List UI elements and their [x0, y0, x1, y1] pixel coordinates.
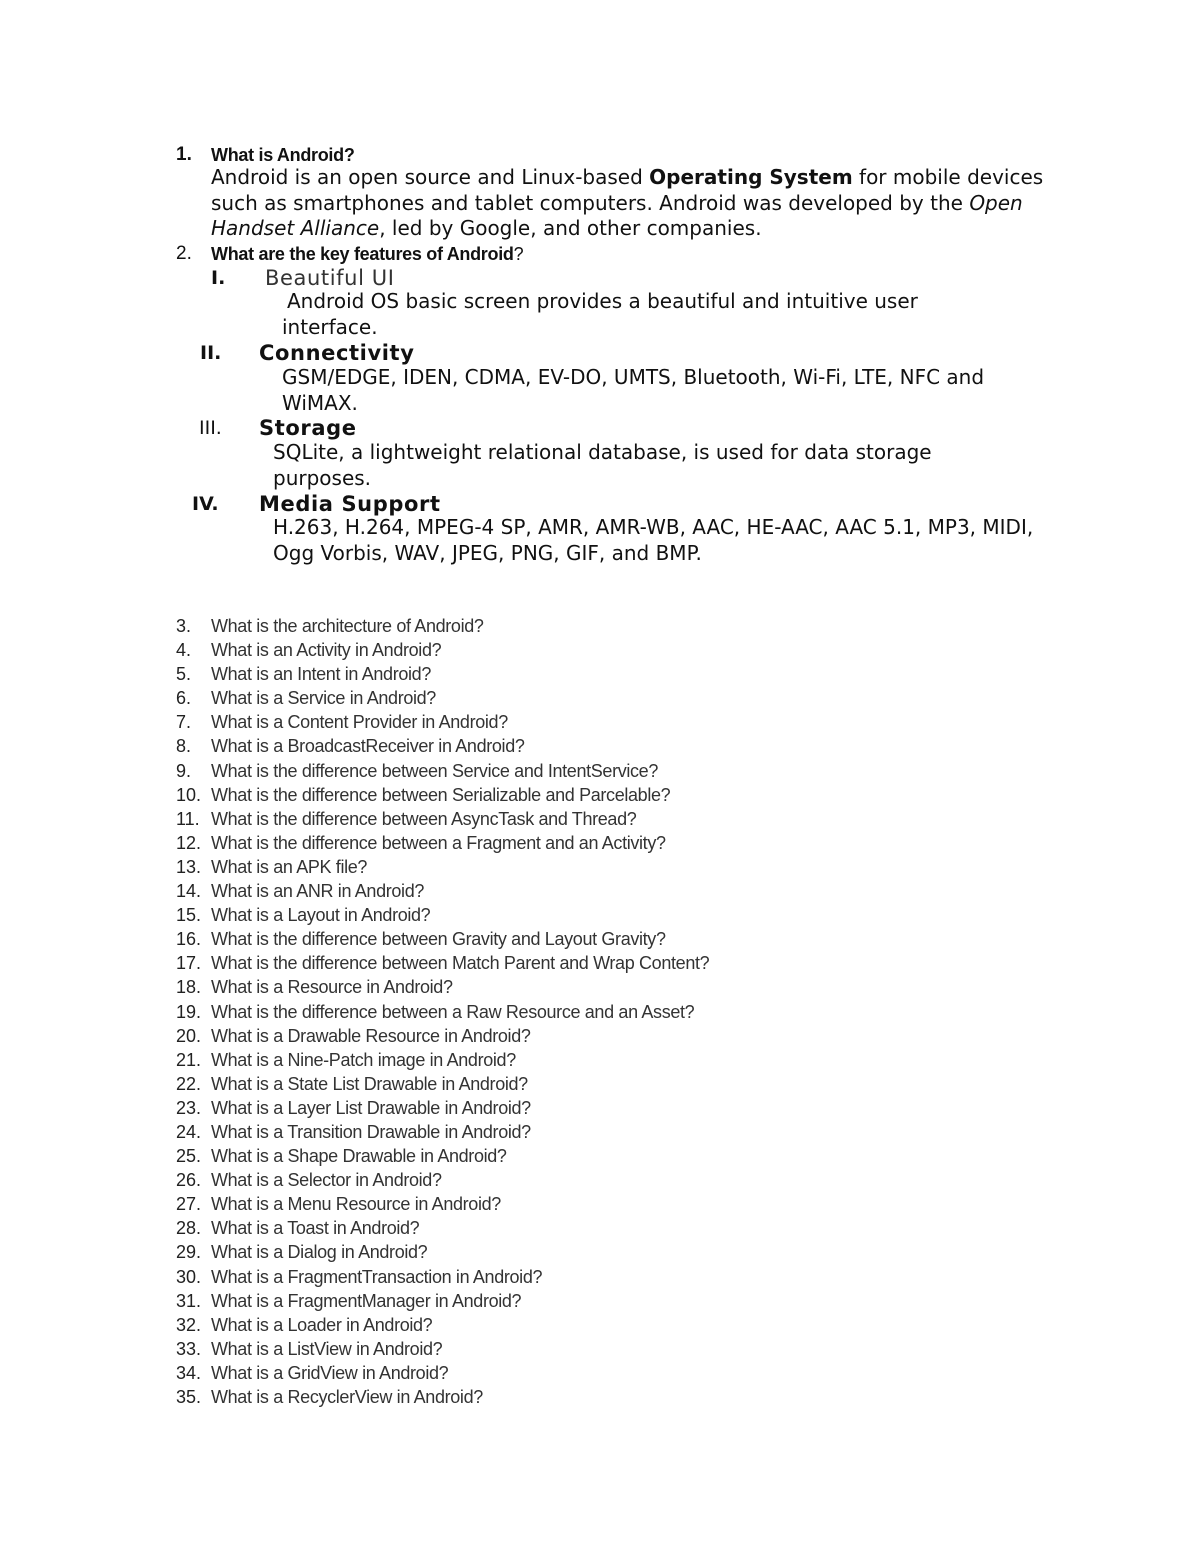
- question-text: What is a Selector in Android?: [211, 1170, 442, 1191]
- list-item: [0, 903, 1200, 927]
- question-number: 35.: [176, 1387, 202, 1407]
- list-item: [0, 1240, 1200, 1264]
- question-list: [0, 614, 1200, 1409]
- question-text: What is the difference between Gravity and Layout Gravity?: [211, 929, 666, 950]
- question-number: 20.: [176, 1025, 202, 1046]
- answer-bold-term: Operating System: [649, 165, 853, 189]
- question-number: 7.: [176, 712, 192, 733]
- list-item: [0, 1000, 1200, 1024]
- question-text: What is a Menu Resource in Android?: [211, 1194, 501, 1215]
- question-1-title: What is Android?: [211, 145, 355, 165]
- question-number: 16.: [176, 929, 202, 950]
- question-text: What is a Nine-Patch image in Android?: [211, 1049, 516, 1070]
- question-number: 5.: [176, 664, 192, 685]
- question-text: What is the difference between Service and IntentService?: [211, 760, 658, 781]
- list-item: [0, 927, 1200, 951]
- question-number: 22.: [176, 1073, 202, 1094]
- question-number: 11.: [176, 808, 200, 829]
- question-text: What is a Content Provider in Android?: [211, 712, 508, 733]
- question-1-number: 1.: [176, 144, 192, 165]
- list-item: [0, 879, 1200, 903]
- question-number: 24.: [176, 1121, 202, 1142]
- question-number: 12.: [176, 832, 202, 853]
- question-number: 4.: [176, 640, 192, 661]
- feature-1-numeral: I.: [211, 267, 226, 289]
- feature-4-description: H.263, H.264, MPEG-4 SP, AMR, AMR-WB, AAC, HE-AAC, AAC 5.1, MP3, MIDI, Ogg Vorbis, WAV, JPEG, PNG, GIF, and BMP.: [273, 515, 1034, 565]
- question-text: What is a Resource in Android?: [211, 977, 453, 998]
- question-number: 30.: [176, 1266, 202, 1287]
- question-number: 27.: [176, 1194, 202, 1215]
- list-item: [0, 1361, 1200, 1385]
- question-2-title-suffix: ?: [513, 244, 524, 264]
- list-item: [0, 1289, 1200, 1313]
- feature-4-numeral: IV.: [192, 493, 219, 515]
- list-item: [0, 975, 1200, 999]
- question-number: 26.: [176, 1170, 202, 1191]
- question-text: What is the difference between AsyncTask and Thread?: [211, 808, 637, 829]
- question-number: 8.: [176, 736, 192, 757]
- question-text: What is an Activity in Android?: [211, 640, 442, 661]
- list-item: [0, 1265, 1200, 1289]
- feature-2-description: GSM/EDGE, IDEN, CDMA, EV-DO, UMTS, Bluetooth, Wi-Fi, LTE, NFC and WiMAX.: [282, 365, 985, 415]
- list-item: [0, 807, 1200, 831]
- question-number: 32.: [176, 1314, 202, 1335]
- question-2-title: [211, 242, 523, 266]
- list-item: [0, 1048, 1200, 1072]
- question-text: What is a RecyclerView in Android?: [211, 1387, 483, 1407]
- question-text: What is a Layout in Android?: [211, 905, 431, 926]
- feature-1-title: Beautiful UI: [265, 266, 395, 290]
- question-number: 31.: [176, 1290, 202, 1311]
- list-item: [0, 1192, 1200, 1216]
- list-item: [0, 638, 1200, 662]
- list-item: [0, 1024, 1200, 1048]
- question-number: 10.: [176, 784, 202, 805]
- list-item: [0, 1072, 1200, 1096]
- question-number: 13.: [176, 856, 202, 877]
- question-text: What is a Transition Drawable in Android?: [211, 1121, 531, 1142]
- question-text: What is an Intent in Android?: [211, 664, 431, 685]
- question-text: What is a Shape Drawable in Android?: [211, 1146, 507, 1167]
- list-item: [0, 951, 1200, 975]
- question-number: 25.: [176, 1146, 202, 1167]
- question-text: What is the architecture of Android?: [211, 616, 484, 636]
- list-item: [0, 1096, 1200, 1120]
- question-text: What is a GridView in Android?: [211, 1362, 449, 1383]
- question-number: 18.: [176, 977, 202, 998]
- answer-text-part: Android is an open source and Linux-based: [211, 165, 650, 189]
- question-text: What is a Service in Android?: [211, 688, 436, 709]
- question-number: 3.: [176, 616, 192, 636]
- answer-text-part: for mobile devices such as smartphones and tablet computers. Android was developed by the: [211, 165, 1044, 215]
- list-item: [0, 710, 1200, 734]
- question-number: 29.: [176, 1242, 202, 1263]
- question-number: 21.: [176, 1049, 202, 1070]
- question-number: 14.: [176, 881, 202, 902]
- list-item: [0, 1216, 1200, 1240]
- question-text: What is an ANR in Android?: [211, 881, 425, 902]
- question-number: 34.: [176, 1362, 202, 1383]
- question-number: 33.: [176, 1338, 202, 1359]
- list-item: [0, 1168, 1200, 1192]
- list-item: [0, 662, 1200, 686]
- feature-1-description: Android OS basic screen provides a beautiful and intuitive user interface.: [282, 289, 918, 339]
- question-2-title-text: What are the key features of Android: [211, 244, 514, 264]
- question-text: What is the difference between a Raw Resource and an Asset?: [211, 1001, 695, 1022]
- question-number: 23.: [176, 1097, 202, 1118]
- question-text: What is the difference between a Fragment and an Activity?: [211, 832, 666, 853]
- question-text: What is a ListView in Android?: [211, 1338, 443, 1359]
- list-item: [0, 783, 1200, 807]
- question-text: What is a BroadcastReceiver in Android?: [211, 736, 525, 757]
- list-item: [0, 1144, 1200, 1168]
- question-text: What is a Layer List Drawable in Android?: [211, 1097, 531, 1118]
- question-text: What is a FragmentTransaction in Android?: [211, 1266, 543, 1287]
- question-text: What is a Dialog in Android?: [211, 1242, 428, 1263]
- feature-3-description: SQLite, a lightweight relational database, is used for data storage purposes.: [273, 440, 932, 490]
- list-item: [0, 855, 1200, 879]
- question-number: 6.: [176, 688, 192, 709]
- question-number: 17.: [176, 953, 202, 974]
- list-item: [0, 686, 1200, 710]
- list-item: [0, 734, 1200, 758]
- question-text: What is an APK file?: [211, 856, 368, 877]
- question-text: What is a Toast in Android?: [211, 1218, 420, 1239]
- question-text: What is a FragmentManager in Android?: [211, 1290, 522, 1311]
- question-text: What is a State List Drawable in Android?: [211, 1073, 528, 1094]
- question-number: 15.: [176, 905, 202, 926]
- question-number: 9.: [176, 760, 192, 781]
- feature-2-title: Connectivity: [259, 341, 415, 365]
- list-item: [0, 614, 1200, 638]
- question-text: What is the difference between Serializable and Parcelable?: [211, 784, 671, 805]
- question-text: What is a Drawable Resource in Android?: [211, 1025, 531, 1046]
- feature-4-title: Media Support: [259, 492, 441, 516]
- question-1-answer: [211, 165, 1051, 242]
- list-item: [0, 1385, 1200, 1409]
- question-text: What is the difference between Match Parent and Wrap Content?: [211, 953, 710, 974]
- feature-3-title: Storage: [259, 416, 357, 440]
- feature-3-numeral: III.: [199, 417, 222, 439]
- question-2-number: 2.: [176, 243, 192, 264]
- question-text: What is a Loader in Android?: [211, 1314, 433, 1335]
- list-item: [0, 1120, 1200, 1144]
- list-item: [0, 759, 1200, 783]
- answer-italic-term: Open Handset Alliance: [211, 190, 1023, 240]
- list-item: [0, 1313, 1200, 1337]
- list-item: [0, 1337, 1200, 1361]
- answer-text-part: , led by Google, and other companies.: [379, 216, 762, 240]
- list-item: [0, 831, 1200, 855]
- feature-2-numeral: II.: [200, 342, 222, 364]
- question-number: 28.: [176, 1218, 202, 1239]
- question-number: 19.: [176, 1001, 202, 1022]
